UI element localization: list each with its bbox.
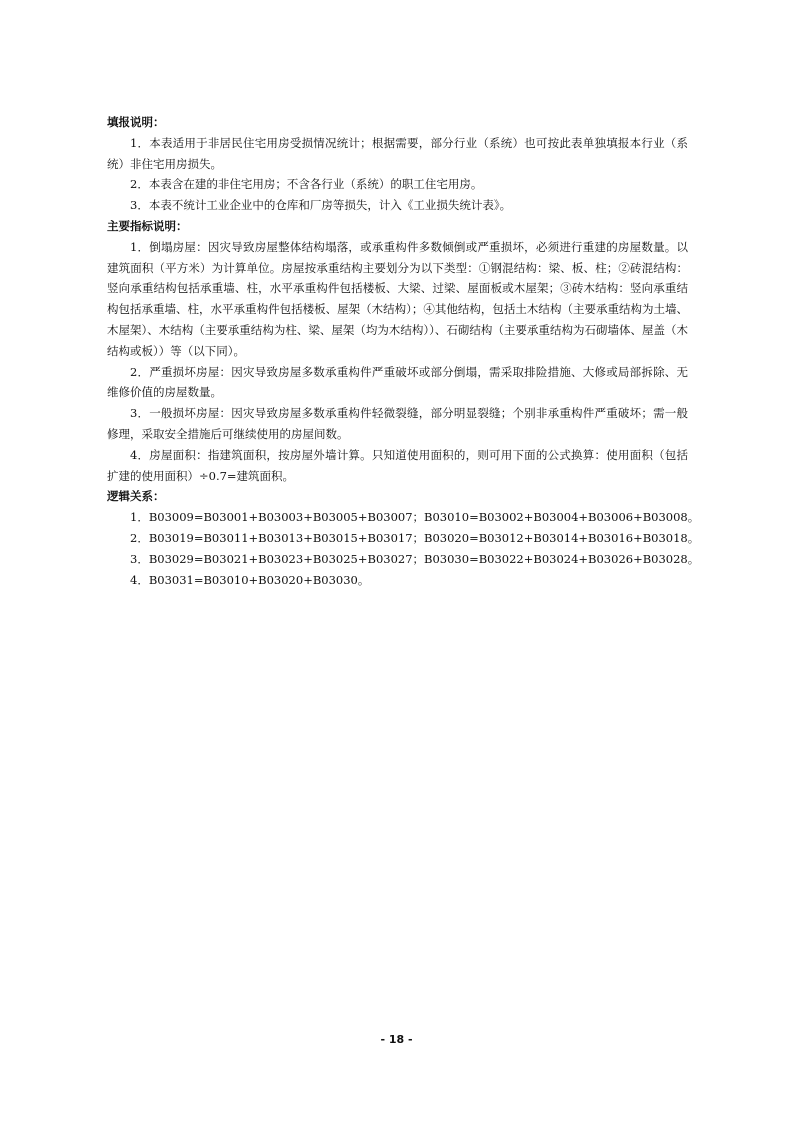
- filling-note-1: 1．本表适用于非居民住宅用房受损情况统计；根据需要，部分行业（系统）也可按此表单独填报本行业（系统）非住宅用房损失。: [107, 135, 688, 171]
- filling-note-2: 2．本表含在建的非住宅用房；不含各行业（系统）的职工住宅用房。: [130, 177, 483, 192]
- page-content: [107, 112, 700, 590]
- logic-relation-4: 4．B03031=B03010+B03020+B03030。: [130, 572, 370, 587]
- logic-relation-1: 1．B03009=B03001+B03003+B03005+B03007；B03010=B03002+B03004+B03006+B03008。: [130, 510, 700, 525]
- indicator-notes-title: 主要指标说明：: [107, 218, 188, 233]
- filling-notes-title: 填报说明：: [107, 115, 165, 129]
- filling-note-3: 3．本表不统计工业企业中的仓库和厂房等损失，计入《工业损失统计表》。: [130, 198, 512, 213]
- logic-relation-3: 3．B03029=B03021+B03023+B03025+B03027；B03030=B03022+B03024+B03026+B03028。: [130, 551, 700, 566]
- page-number: - 18 -: [380, 1033, 413, 1046]
- logic-relation-2: 2．B03019=B03011+B03013+B03015+B03017；B03020=B03012+B03014+B03016+B03018。: [130, 530, 700, 545]
- indicator-note-2: 2．严重损坏房屋：因灾导致房屋多数承重构件严重破坏或部分倒塌，需采取排险措施、大修或局部拆除、无维修价值的房屋数量。: [107, 364, 688, 400]
- indicator-note-3: 3．一般损坏房屋：因灾导致房屋多数承重构件轻微裂缝，部分明显裂缝；个别非承重构件严重破坏；需一般修理，采取安全措施后可继续使用的房屋间数。: [107, 406, 688, 441]
- logic-relations-title: 逻辑关系：: [107, 489, 165, 504]
- indicator-note-1: 1．倒塌房屋：因灾导致房屋整体结构塌落，或承重构件多数倾倒或严重损坏，必须进行重建的房屋数量。以建筑面积（平方米）为计算单位。房屋按承重结构主要划分为以下类型：①钢混结构：梁、板、柱；②砖混结构：竖向承重结构包括承重墙、柱，水平承重构件包括楼板、大梁、过梁、屋面板或木屋架；③砖木结构：竖向承重结构包括承重墙、柱，水平承重构件包括楼板、屋架（木结构）；④其他结构，包括土木结构（主要承重结构为土墙、木屋架）、木结构（主要承重结构为柱、梁、屋架（均为木结构））、石砌结构（主要承重结构为石砌墙体、屋盖（木结构或板））等（以下同）。: [107, 239, 688, 358]
- indicator-note-4: 4．房屋面积：指建筑面积，按房屋外墙计算。只知道使用面积的，则可用下面的公式换算：使用面积（包括扩建的使用面积）÷0.7=建筑面积。: [107, 447, 688, 483]
